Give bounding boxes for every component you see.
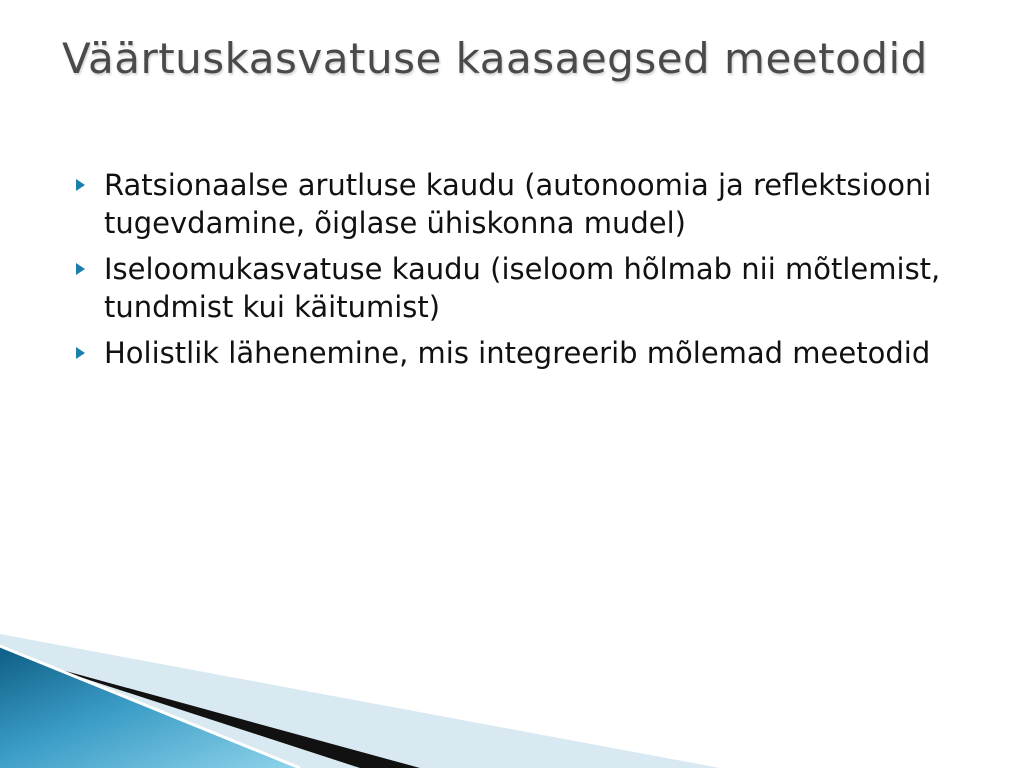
- bullet-item: [76, 250, 966, 326]
- triangle-right-icon: [76, 347, 85, 359]
- triangle-right-icon: [76, 179, 85, 191]
- bullet-item: [76, 166, 966, 242]
- bullet-text: Iseloomukasvatuse kaudu (iseloom hõlmab nii mõtlemist, tundmist kui käitumist): [104, 252, 941, 324]
- triangle-right-icon: [76, 263, 85, 275]
- bullet-text: Holistlik lähenemine, mis integreerib mõlemad meetodid: [104, 336, 931, 370]
- bullet-item: [76, 334, 966, 372]
- bullet-list: [76, 166, 966, 380]
- decorative-swoosh: [0, 620, 1024, 768]
- bullet-text: Ratsionaalse arutluse kaudu (autonoomia ja reflektsiooni tugevdamine, õiglase ühiskonna mudel): [104, 168, 932, 240]
- slide-title: Väärtuskasvatuse kaasaegsed meetodid: [62, 34, 928, 83]
